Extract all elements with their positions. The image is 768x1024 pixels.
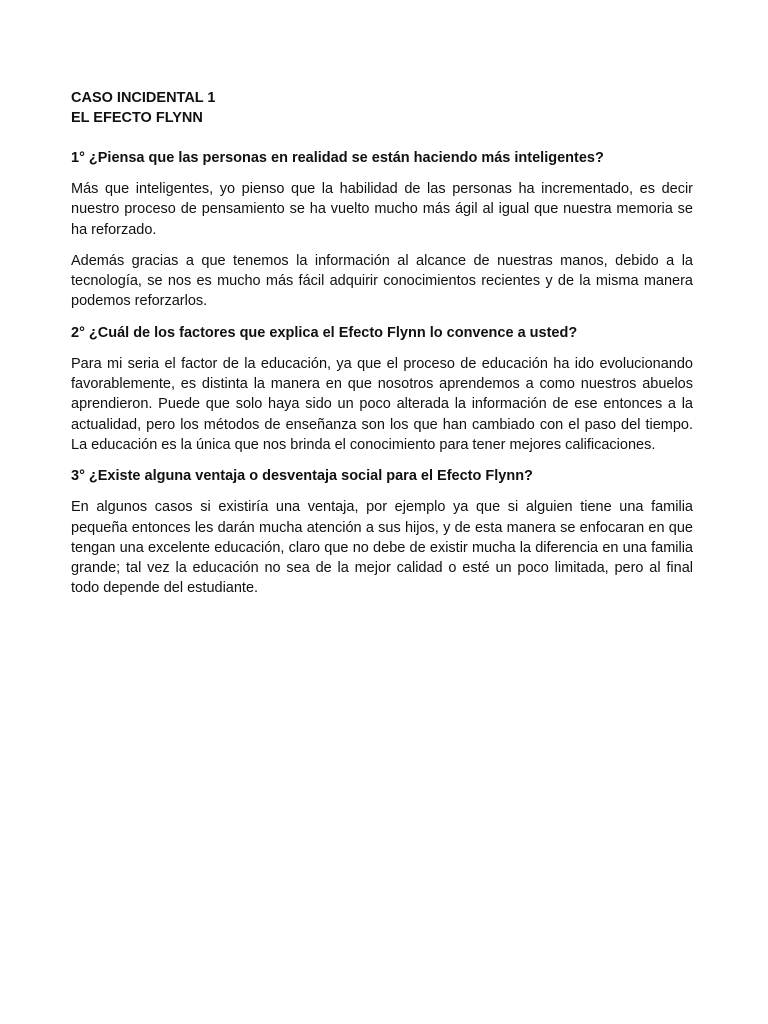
question-1: 1° ¿Piensa que las personas en realidad se están haciendo más inteligentes? — [71, 150, 604, 166]
document-heading — [71, 88, 693, 128]
section-2 — [71, 323, 693, 455]
document-title: CASO INCIDENTAL 1 — [71, 90, 216, 106]
question-3: 3° ¿Existe alguna ventaja o desventaja social para el Efecto Flynn? — [71, 468, 533, 485]
answer-2-paragraph-1: Para mi seria el factor de la educación, ya que el proceso de educación ha ido evolucionando favorablemente, es distinta la manera en que nosotros aprendemos a como nuestros abuelos aprendieron. Puede que solo haya sido un poco alterada la información de ese entonces a la actualidad, pero los métodos de enseñanza son los que han cambiado con el paso del tiempo. La educación es la única que nos brinda el conocimiento para tener mejores calificaciones. — [71, 355, 693, 453]
answer-1-paragraph-1: Más que inteligentes, yo pienso que la habilidad de las personas ha incrementado, es decir nuestro proceso de pensamiento se ha vuelto mucho más ágil al igual que nuestra memoria se ha reforzado. — [71, 181, 693, 238]
section-1 — [71, 148, 693, 312]
question-2: 2° ¿Cuál de los factores que explica el Efecto Flynn lo convence a usted? — [71, 324, 578, 341]
answer-1-paragraph-2: Además gracias a que tenemos la información al alcance de nuestras manos, debido a la tecnología, se nos es mucho más fácil adquirir conocimientos recientes y de la misma manera podemos reforzarlos. — [71, 252, 693, 310]
section-3 — [71, 466, 693, 598]
answer-3-paragraph-1: En algunos casos si existiría una ventaja, por ejemplo ya que si alguien tiene una familia pequeña entonces les darán mucha atención a sus hijos, y de esta manera se enfocaran en que tengan una excelente educación, claro que no debe de existir mucha la diferencia en una familia grande; tal vez la educación no sea de la mejor calidad o esté un poco limitada, pero al final todo depende del estudiante. — [71, 499, 693, 597]
document-subtitle: EL EFECTO FLYNN — [71, 110, 203, 126]
